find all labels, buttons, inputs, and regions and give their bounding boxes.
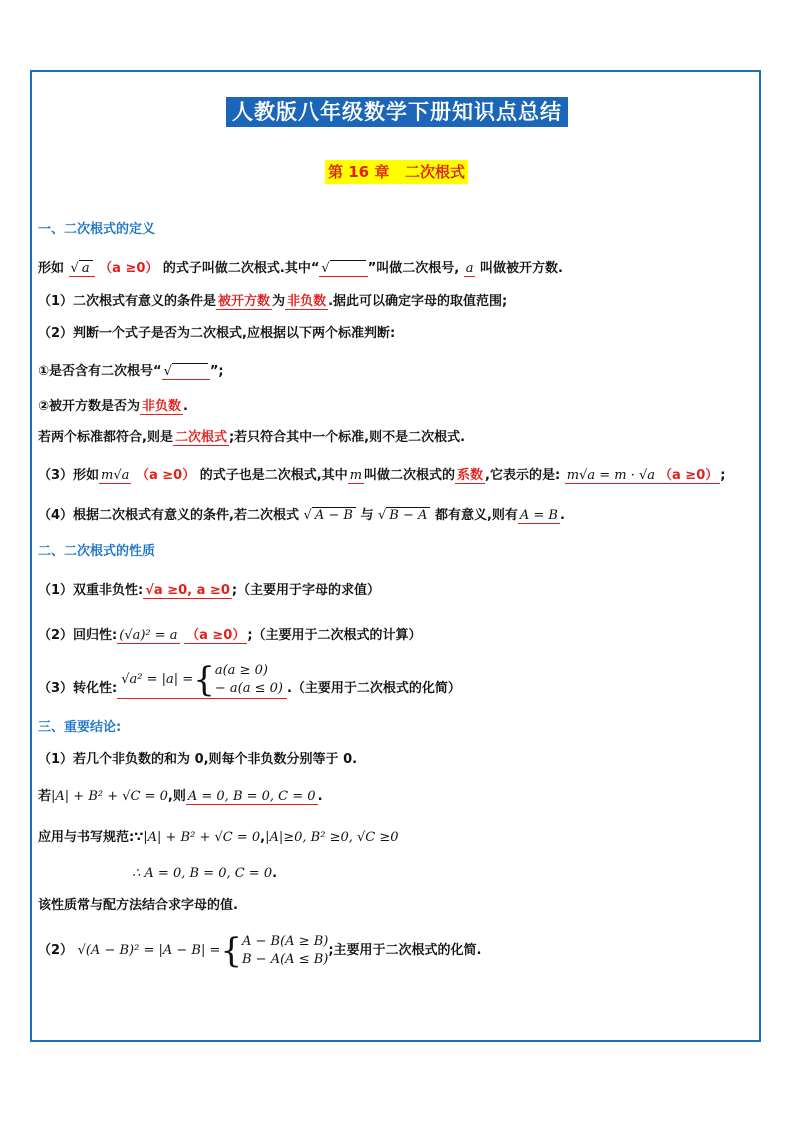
- text: ①是否含有二次根号“: [38, 364, 162, 379]
- condition: （a ≥0）: [99, 261, 159, 276]
- answer-nonnegative: 非负数: [142, 399, 182, 414]
- section-2-heading: 二、二次根式的性质: [38, 544, 156, 559]
- answer-conversion: [117, 662, 287, 699]
- condition: （a ≥0）: [659, 468, 719, 483]
- text: 叫做二次根式的: [364, 468, 456, 483]
- answer-coefficient: 系数: [457, 468, 484, 483]
- text: .: [183, 399, 188, 414]
- text: （2）回归性:: [38, 628, 118, 643]
- conclusion-2: [38, 933, 481, 969]
- text: ②被开方数是否为: [38, 399, 141, 414]
- definition-line: [38, 259, 563, 279]
- answer-quadratic-radical: 二次根式: [174, 430, 227, 445]
- radical-sign-blank: √: [162, 364, 210, 380]
- text: .: [317, 789, 323, 804]
- radical-icon: √: [303, 508, 312, 523]
- expression-m-root-a: m√a: [101, 468, 130, 483]
- text: 的式子叫做二次根式.其中“: [162, 261, 320, 276]
- radical-icon: √: [378, 508, 387, 523]
- text: （2）: [38, 943, 74, 958]
- text: （3）形如: [38, 468, 100, 483]
- text: ;（主要用于字母的求值）: [231, 583, 381, 598]
- text: ;（主要用于二次根式的计算）: [247, 628, 422, 643]
- non-negativity-line: [38, 581, 380, 601]
- case-1: a(a ≥ 0): [214, 663, 268, 678]
- section-3-heading: 三、重要结论:: [38, 720, 122, 735]
- condition-line-1: [38, 292, 507, 312]
- nonnegative-terms: |A|≥0, B² ≥0, √C ≥0: [265, 830, 399, 845]
- answer-square-of-root: (√a)² = a: [119, 628, 178, 643]
- text: ;主要用于二次根式的化简.: [328, 943, 482, 958]
- therefore-expression: ∴ A = 0, B = 0, C = 0: [132, 866, 273, 881]
- example-line: [38, 787, 323, 807]
- example-expression: |A| + B² + √C = 0: [51, 789, 168, 804]
- text: （3）转化性:: [38, 681, 118, 696]
- text: ”叫做二次根号,: [367, 261, 460, 276]
- both-criteria-line: [38, 428, 465, 448]
- criterion-2: [38, 397, 188, 417]
- variable-a: a: [465, 261, 474, 276]
- answer-all-zero: A = 0, B = 0, C = 0: [187, 789, 316, 804]
- radical-a-blank: √ a: [69, 261, 95, 277]
- text: ;: [720, 468, 726, 483]
- text: .据此可以确定字母的取值范围;: [328, 294, 508, 309]
- text: .: [272, 866, 278, 881]
- text: 叫做被开方数.: [480, 261, 563, 276]
- answer-nonnegative: 非负数: [287, 294, 327, 309]
- document-title: 人教版八年级数学下册知识点总结: [226, 97, 568, 127]
- chapter-heading: 第 16 章 二次根式: [325, 160, 468, 184]
- text: （4）根据二次根式有意义的条件,若二次根式: [38, 508, 299, 523]
- case-2: − a(a ≤ 0): [214, 681, 283, 696]
- case-2: B − A(A ≤ B): [242, 952, 329, 967]
- text: （1）二次根式有意义的条件是: [38, 294, 217, 309]
- text: .（主要用于二次根式的化简）: [286, 681, 461, 696]
- answer-nonnegativity: √a ≥0, a ≥0: [145, 583, 230, 598]
- brace-icon: {: [220, 931, 242, 971]
- text: 与: [360, 508, 374, 523]
- text: 应用与书写规范:∵: [38, 830, 144, 845]
- piecewise-cases: [215, 662, 283, 698]
- criteria-intro: （2）判断一个式子是否为二次根式,应根据以下两个标准判断:: [38, 326, 396, 341]
- variable-m: m: [349, 468, 363, 483]
- text: ,则: [167, 789, 186, 804]
- method-note: 该性质常与配方法结合求字母的值.: [38, 898, 238, 913]
- text: 的式子也是二次根式,其中: [199, 468, 348, 483]
- therefore-line: [132, 864, 277, 884]
- conclusion-1: （1）若几个非负数的和为 0,则每个非负数分别等于 0.: [38, 752, 358, 767]
- application-expression: |A| + B² + √C = 0: [143, 830, 261, 845]
- text: ;若只符合其中一个标准,则不是二次根式.: [228, 430, 466, 445]
- meaning-condition-line: [38, 506, 565, 526]
- text: （1）双重非负性:: [38, 583, 144, 598]
- abs-lhs: √(A − B)² = |A − B| =: [77, 943, 221, 958]
- radical-sign-blank: √: [319, 261, 367, 277]
- formula-m-root-a: m√a = m · √a: [566, 468, 655, 483]
- text: 形如: [38, 261, 65, 276]
- text: ”;: [209, 364, 224, 379]
- piecewise-cases: [242, 933, 328, 969]
- regression-line: [38, 626, 422, 646]
- application-line: [38, 828, 399, 848]
- radicand-a-minus-b: A − B: [312, 507, 356, 523]
- coefficient-line: [38, 466, 725, 486]
- condition: （a ≥0）: [135, 468, 196, 483]
- condition: （a ≥0）: [186, 628, 246, 643]
- brace-icon: {: [193, 660, 215, 700]
- radicand: a: [79, 260, 93, 276]
- text: ,它表示的是:: [485, 468, 561, 483]
- text: 若两个标准都符合,则是: [38, 430, 173, 445]
- section-1-heading: 一、二次根式的定义: [38, 222, 156, 237]
- text: 若: [38, 789, 52, 804]
- text: ,: [260, 830, 266, 845]
- conversion-line: [38, 662, 461, 699]
- text: 为: [272, 294, 286, 309]
- text: .: [560, 508, 565, 523]
- text: 都有意义,则有: [434, 508, 518, 523]
- criterion-1: [38, 362, 224, 382]
- answer-a-equals-b: A = B: [519, 508, 558, 523]
- conversion-lhs: √a² = |a| =: [121, 672, 194, 687]
- radicand-b-minus-a: B − A: [386, 507, 430, 523]
- answer-radicand: 被开方数: [218, 294, 271, 309]
- case-1: A − B(A ≥ B): [242, 934, 329, 949]
